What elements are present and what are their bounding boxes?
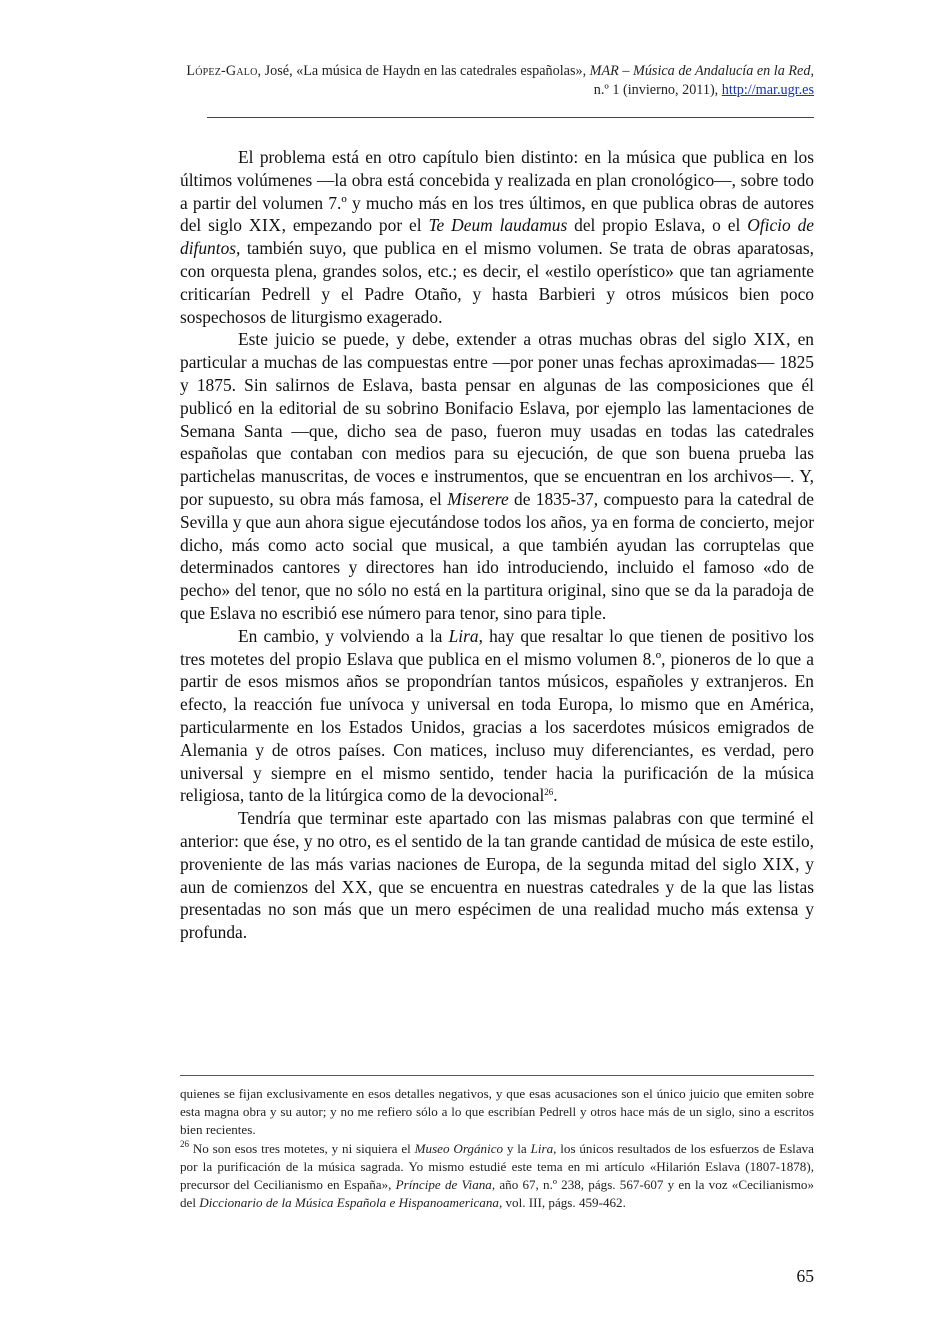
century-numeral: XX bbox=[341, 876, 369, 897]
paragraph-4: Tendría que terminar este apartado con las mismas palabras con que terminé el anterior: que ése, y no otro, es el sentido de la tan grande cantidad de música de este estilo, proveniente de las más varias naciones de Europa, de la segunda mitad del siglo XIX, y aun de comienzos del XX, que se encuentra en nuestras catedrales y de la que las listas presentadas no son más que un mero espécimen de una realidad mucho más extensa y profunda. bbox=[180, 808, 815, 943]
century-numeral: XIX bbox=[753, 329, 787, 350]
header-url-link[interactable]: http://mar.ugr.es bbox=[721, 81, 814, 98]
running-header bbox=[180, 62, 814, 99]
paragraph-3: En cambio, y volviendo a la Lira, hay que resaltar lo que tienen de positivo los tres motetes del propio Eslava que publica en el mismo volumen 8.º, pioneros de lo que a partir de esos mismos años se propondrían tantos músicos, españoles y extranjeros. En efecto, la reacción fue unívoca y universal en toda Europa, lo mismo que en América, particularmente en los Estados Unidos, gracias a los sacerdotes músicos emigrados de Alemania y de otros países. Con matices, incluso muy diferenciantes, es verdad, pero universal y siempre en el mismo sentido, tender hacia la purificación de la música religiosa, tanto de la litúrgica como de la devocional$^{26}$. bbox=[180, 625, 814, 806]
header-journal: MAR – Música de Andalucía en la Red bbox=[589, 63, 811, 79]
work-title: Oficio de difuntos, bbox=[180, 215, 815, 259]
footnote-continuation: quienes se fijan exclusivamente en esos detalles negativos, y que esas acusaciones son el único juicio que emiten sobre esta magna obra y su autor; y no me refiero sólo a lo que escribían Pedrell y otros hace más de un siglo, sino a escritos bien recientes. bbox=[180, 1086, 814, 1138]
footnotes bbox=[180, 1085, 814, 1212]
work-title: Príncipe de Viana, bbox=[395, 1177, 496, 1193]
header-issue: , n.º 1 (invierno, 2011), bbox=[593, 63, 814, 98]
century-numeral: XIX bbox=[762, 853, 796, 874]
header-article: , José, «La música de Haydn en las catedrales españolas», bbox=[257, 63, 590, 79]
header-author: López-Galo bbox=[186, 63, 258, 79]
work-title: Diccionario de la Música Española e Hispanoamericana, bbox=[199, 1195, 503, 1211]
page-number: 65 bbox=[796, 1266, 814, 1286]
footnote-26: $^{26}$ No son esos tres motetes, y ni siquiera el Museo Orgánico y la Lira, los únicos resultados de los esfuerzos de Eslava por la purificación de la música sagrada. Yo mismo estudié este tema en mi artículo «Hilarión Eslava (1807-1878), precursor del Cecilianismo en España», Príncipe de Viana, año 67, n.º 238, págs. 567-607 y en la voz «Cecilianismo» del Diccionario de la Música Española e Hispanoamericana, vol. III, págs. 459-462. bbox=[180, 1138, 814, 1211]
work-title: Lira bbox=[448, 625, 479, 646]
paragraph-1: El problema está en otro capítulo bien distinto: en la música que publica en los últimos volúmenes —la obra está concebida y realizada en plan cronológico—, sobre todo a partir del volumen 7.º y mucho más en los tres últimos, en que publica obras de autores del siglo XIX, empezando por el Te Deum laudamus del propio Eslava, o el Oficio de difuntos, también suyo, que publica en el mismo volumen. Se trata de obras aparatosas, con orquesta plena, grandes solos, etc.; es decir, el «estilo operístico» que tan agriamente criticarían Pedrell y el Padre Otaño, y hasta Barbieri y otros músicos bien poco sospechosos de liturgismo exagerado. bbox=[180, 147, 815, 327]
work-title: Lira, bbox=[530, 1140, 557, 1156]
footnote-rule bbox=[180, 1075, 814, 1076]
header-rule bbox=[207, 117, 814, 118]
work-title: Te Deum laudamus bbox=[428, 215, 568, 236]
work-title: Miserere bbox=[447, 488, 509, 509]
work-title: Museo Orgánico bbox=[414, 1140, 504, 1156]
century-numeral: XIX bbox=[248, 215, 282, 236]
paragraph-2: Este juicio se puede, y debe, extender a otras muchas obras del siglo XIX, en particular a muchas de las compuestas entre —por poner unas fechas aproximadas— 1825 y 1875. Sin salirnos de Eslava, basta pensar en algunas de las composiciones que él publicó en la editorial de su sobrino Bonifacio Eslava, por ejemplo las lamentaciones de Semana Santa —que, dicho sea de paso, fueron muy usadas en todas las catedrales españolas que contaban con medios para su ejecución, de que son buena prueba las partichelas manuscritas, de voces e instrumentos, que se encuentran en los archivos—. Y, por supuesto, su obra más famosa, el Miserere de 1835-37, compuesto para la catedral de Sevilla y que aun ahora sigue ejecutándose todos los años, ya en forma de concierto, mejor dicho, más como acto social que musical, a que también ayudan las corruptelas que determinados cantores y directores han ido introduciendo, incluido el famoso «do de pecho» del tenor, que no sólo no está en la partitura original, sino que se da la paradoja de que Eslava no escribió ese número para tenor, sino para tiple. bbox=[180, 329, 814, 623]
footnote-ref-26[interactable]: 26 bbox=[544, 787, 554, 798]
main-text bbox=[180, 146, 814, 944]
footnote-number: 26 bbox=[180, 1138, 189, 1149]
